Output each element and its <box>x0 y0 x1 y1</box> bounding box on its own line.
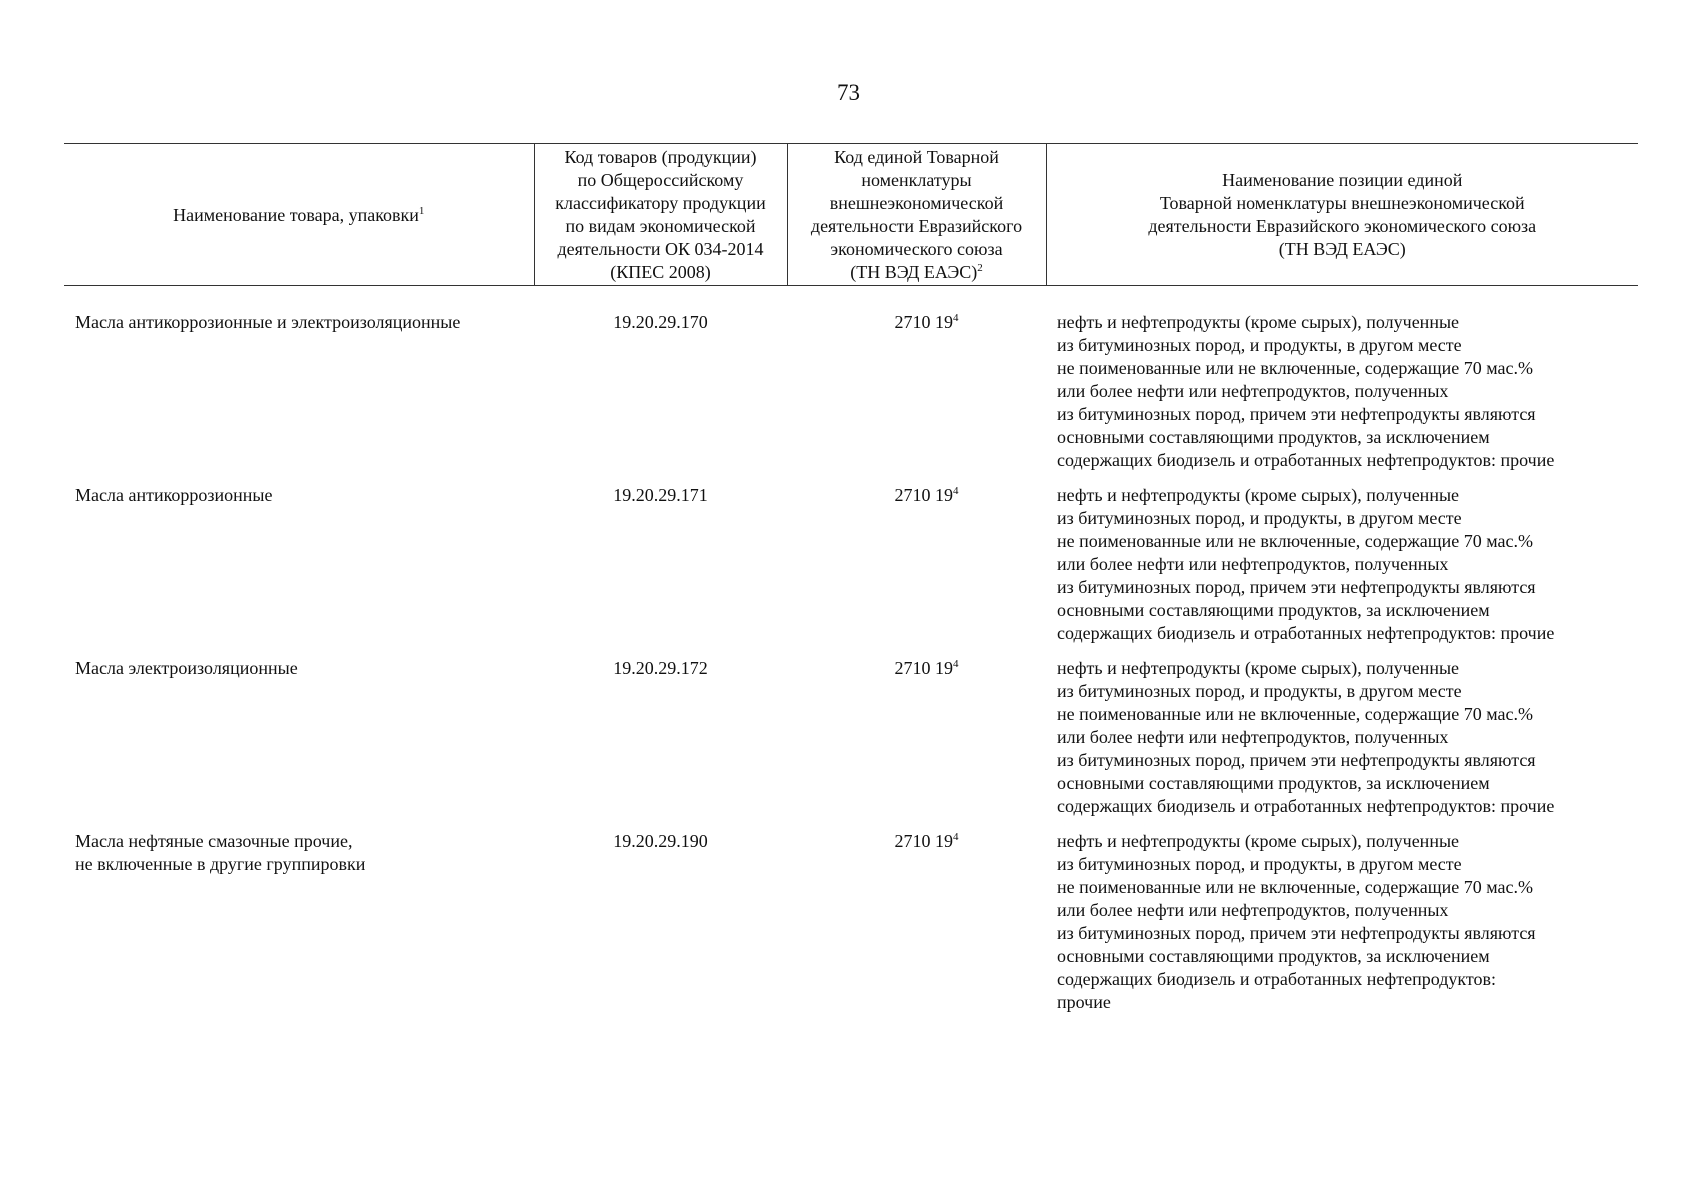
tn-ved-code: 2710 19 <box>894 485 953 505</box>
header-line: деятельности Евразийского <box>810 216 1023 236</box>
description-line: из битуминозных пород, причем эти нефтепродукты являются <box>1057 923 1536 943</box>
product-name-line: Масла электроизоляционные <box>75 658 298 678</box>
description-line: основными составляющими продуктов, за исключением <box>1057 946 1490 966</box>
product-name-line: Масла нефтяные смазочные прочие, <box>75 831 353 851</box>
header-tn-ved-name <box>1046 144 1638 286</box>
footnote-marker: 1 <box>418 204 425 217</box>
header-line-text: (ТН ВЭД ЕАЭС) <box>850 262 978 282</box>
description-line: или более нефти или нефтепродуктов, полученных <box>1057 900 1449 920</box>
product-name-line: не включенные в другие группировки <box>75 854 366 874</box>
page-number: 73 <box>837 80 860 105</box>
tn-ved-description-cell <box>1046 286 1638 485</box>
okpd-code-cell: 19.20.29.172 <box>613 658 708 678</box>
tn-ved-description-cell <box>1046 657 1638 830</box>
header-line: (ТН ВЭД ЕАЭС) <box>1278 239 1406 259</box>
header-line: деятельности Евразийского экономического союза <box>1148 216 1537 236</box>
table-row <box>64 657 1638 830</box>
header-line <box>792 261 1042 284</box>
product-code-table <box>64 143 1638 1026</box>
header-line: внешнеэкономической <box>829 193 1004 213</box>
header-line: номенклатуры <box>861 170 972 190</box>
description-line: основными составляющими продуктов, за исключением <box>1057 773 1490 793</box>
header-okpd-code <box>534 144 787 286</box>
table-header-row <box>64 144 1638 286</box>
header-product-name <box>64 144 534 286</box>
table-row <box>64 484 1638 657</box>
description-line: или более нефти или нефтепродуктов, полученных <box>1057 381 1449 401</box>
header-line: по видам экономической <box>565 216 756 236</box>
description-line: не поименованные или не включенные, содержащие 70 мас.% <box>1057 877 1534 897</box>
description-line: или более нефти или нефтепродуктов, полученных <box>1057 727 1449 747</box>
tn-ved-code: 2710 19 <box>894 831 953 851</box>
table-row <box>64 830 1638 1026</box>
table-row <box>64 286 1638 485</box>
tn-ved-code-cell <box>787 286 1046 485</box>
footnote-marker: 4 <box>953 312 959 324</box>
tn-ved-code-cell <box>787 484 1046 657</box>
tn-ved-code: 2710 19 <box>894 312 953 332</box>
product-name-line: Масла антикоррозионные и электроизоляционные <box>75 312 461 332</box>
okpd-code-cell: 19.20.29.171 <box>613 485 708 505</box>
description-line: не поименованные или не включенные, содержащие 70 мас.% <box>1057 358 1534 378</box>
description-line: основными составляющими продуктов, за исключением <box>1057 427 1490 447</box>
tn-ved-description-cell <box>1046 484 1638 657</box>
product-name-line: Масла антикоррозионные <box>75 485 273 505</box>
description-line: содержащих биодизель и отработанных нефтепродуктов: прочие <box>1057 796 1555 816</box>
description-line: из битуминозных пород, и продукты, в другом месте <box>1057 854 1462 874</box>
description-line: или более нефти или нефтепродуктов, полученных <box>1057 554 1449 574</box>
header-tn-ved-code <box>787 144 1046 286</box>
product-name-cell <box>64 657 534 830</box>
header-line: экономического союза <box>830 239 1003 259</box>
description-line: из битуминозных пород, причем эти нефтепродукты являются <box>1057 750 1536 770</box>
description-line: не поименованные или не включенные, содержащие 70 мас.% <box>1057 704 1534 724</box>
description-line: из битуминозных пород, и продукты, в другом месте <box>1057 335 1462 355</box>
description-line: нефть и нефтепродукты (кроме сырых), полученные <box>1057 485 1460 505</box>
description-line: нефть и нефтепродукты (кроме сырых), полученные <box>1057 831 1460 851</box>
tn-ved-code-cell <box>787 657 1046 830</box>
description-line: из битуминозных пород, причем эти нефтепродукты являются <box>1057 577 1536 597</box>
tn-ved-description-cell <box>1046 830 1638 1026</box>
footnote-marker: 4 <box>953 485 959 497</box>
header-line: Наименование позиции единой <box>1222 170 1463 190</box>
tn-ved-code-cell <box>787 830 1046 1026</box>
description-line: основными составляющими продуктов, за исключением <box>1057 600 1490 620</box>
header-line: деятельности ОК 034-2014 <box>557 239 764 259</box>
product-name-cell <box>64 286 534 485</box>
footnote-marker: 2 <box>977 262 983 274</box>
header-product-name-text: Наименование товара, упаковки <box>173 204 419 225</box>
description-line: не поименованные или не включенные, содержащие 70 мас.% <box>1057 531 1534 551</box>
header-line: классификатору продукции <box>555 193 766 213</box>
description-line: из битуминозных пород, причем эти нефтепродукты являются <box>1057 404 1536 424</box>
product-name-cell <box>64 484 534 657</box>
header-line: (КПЕС 2008) <box>610 262 711 282</box>
description-line: из битуминозных пород, и продукты, в другом месте <box>1057 681 1462 701</box>
header-line: Код единой Товарной <box>834 147 999 167</box>
description-line: из битуминозных пород, и продукты, в другом месте <box>1057 508 1462 528</box>
description-line: прочие <box>1057 992 1111 1012</box>
okpd-code-cell: 19.20.29.190 <box>613 831 708 851</box>
description-line: нефть и нефтепродукты (кроме сырых), полученные <box>1057 658 1460 678</box>
description-line: нефть и нефтепродукты (кроме сырых), полученные <box>1057 312 1460 332</box>
description-line: содержащих биодизель и отработанных нефтепродуктов: прочие <box>1057 450 1555 470</box>
description-line: содержащих биодизель и отработанных нефтепродуктов: прочие <box>1057 623 1555 643</box>
header-line: по Общероссийскому <box>577 170 744 190</box>
product-name-cell <box>64 830 534 1026</box>
footnote-marker: 4 <box>953 658 959 670</box>
okpd-code-cell: 19.20.29.170 <box>613 312 708 332</box>
description-line: содержащих биодизель и отработанных нефтепродуктов: <box>1057 969 1496 989</box>
header-line: Товарной номенклатуры внешнеэкономической <box>1159 193 1525 213</box>
header-line: Код товаров (продукции) <box>564 147 757 167</box>
tn-ved-code: 2710 19 <box>894 658 953 678</box>
footnote-marker: 4 <box>953 831 959 843</box>
